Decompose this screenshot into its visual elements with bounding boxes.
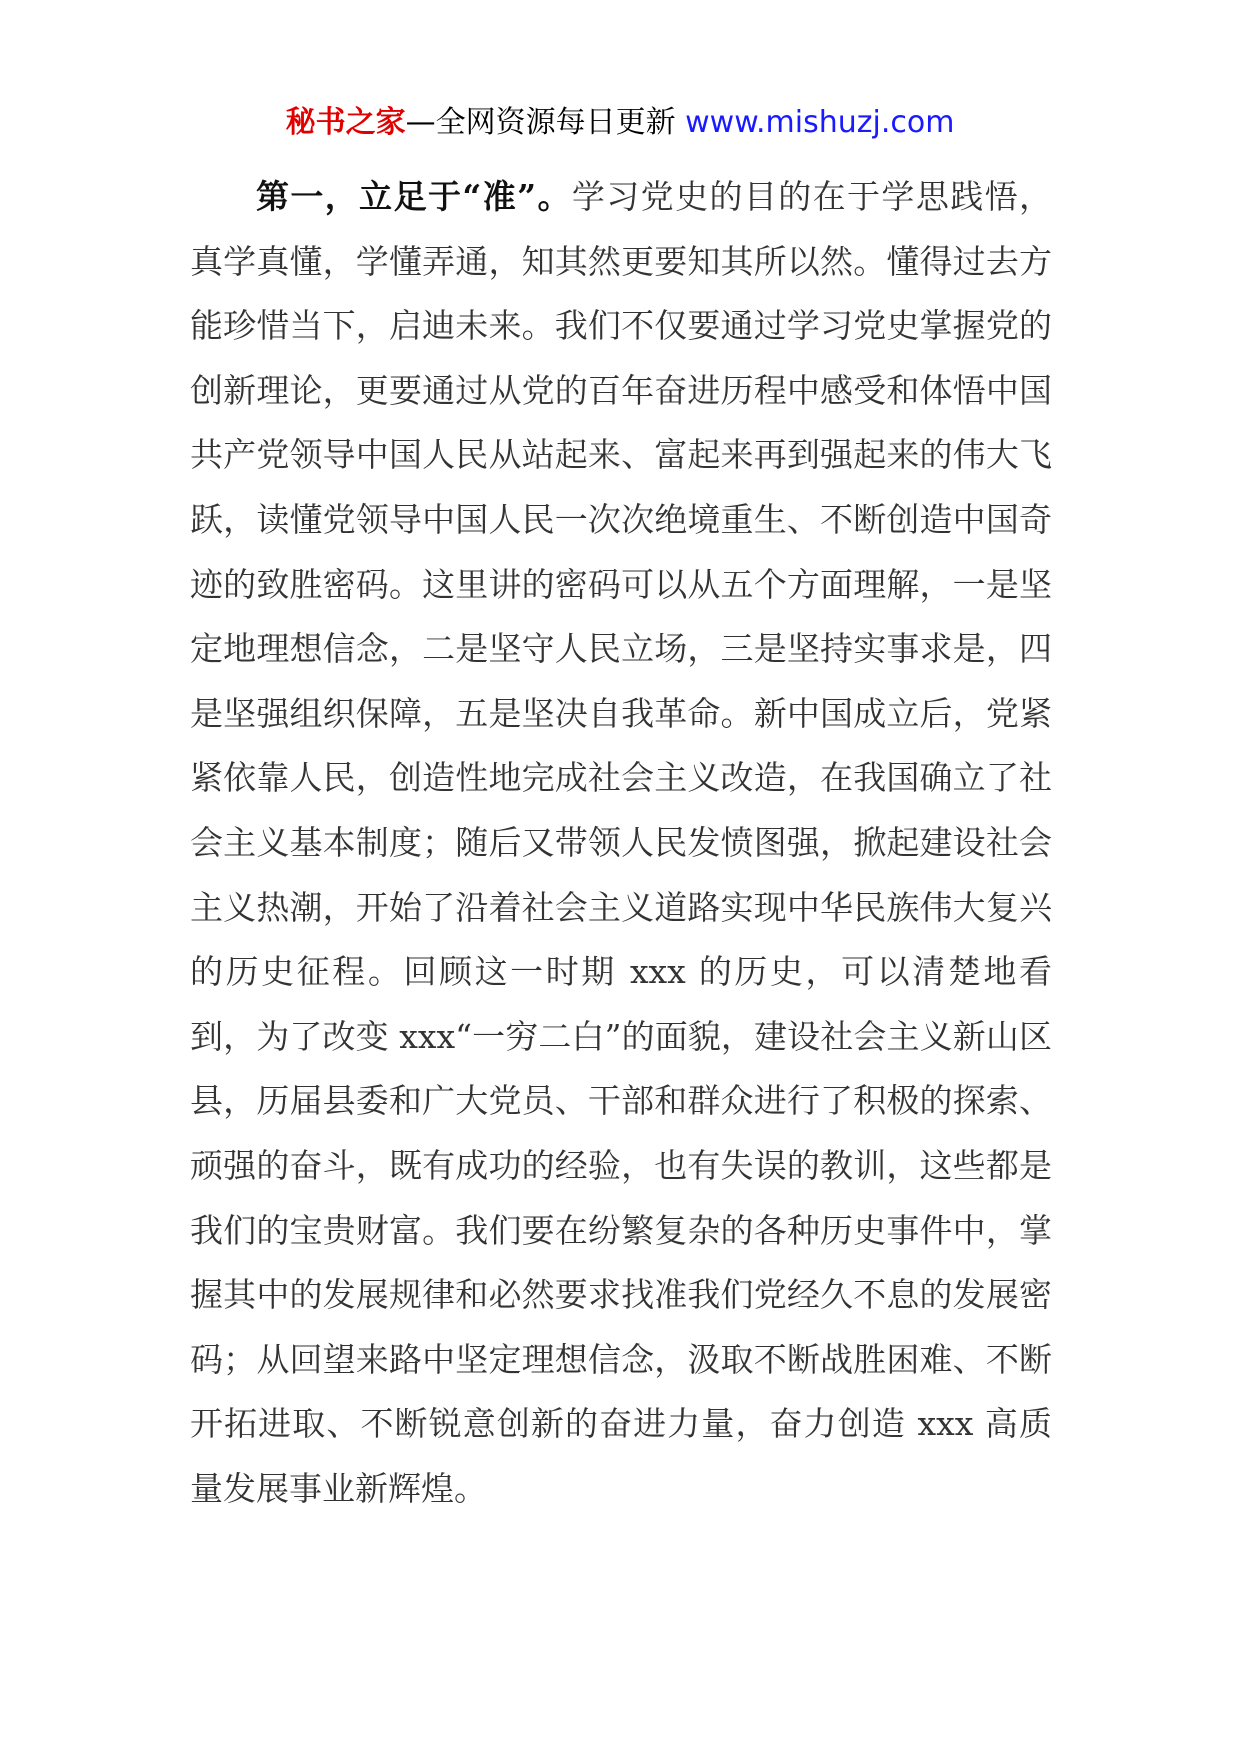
site-brand: 秘书之家 bbox=[285, 105, 406, 140]
body-paragraph bbox=[190, 165, 1052, 1521]
paragraph-text: 学习党史的目的在于学思践悟，真学真懂，学懂弄通，知其然更要知其所以然。懂得过去方能珍惜当下，启迪未来。我们不仅要通过学习党史掌握党的创新理论，更要通过从党的百年奋进历程中感受和体悟中国共产党领导中国人民从站起来、富起来再到强起来的伟大飞跃，读懂党领导中国人民一次次绝境重生、不断创造中国奇迹的致胜密码。这里讲的密码可以从五个方面理解，一是坚定地理想信念，二是坚守人民立场，三是坚持实事求是，四是坚强组织保障，五是坚决自我革命。新中国成立后，党紧紧依靠人民，创造性地完成社会主义改造，在我国确立了社会主义基本制度；随后又带领人民发愤图强，掀起建设社会主义热潮，开始了沿着社会主义道路实现中华民族伟大复兴的历史征程。回顾这一时期 xxx 的历史，可以清楚地看到，为了改变 xxx“一穷二白”的面貌，建设社会主义新山区县，历届县委和广大党员、干部和群众进行了积极的探索、顽强的奋斗，既有成功的经验，也有失误的教训，这些都是我们的宝贵财富。我们要在纷繁复杂的各种历史事件中，掌握其中的发展规律和必然要求找准我们党经久不息的发展密码；从回望来路中坚定理想信念，汲取不断战胜困难、不断开拓进取、不断锐意创新的奋进力量，奋力创造 xxx 高质量发展事业新辉煌。 bbox=[190, 177, 1052, 1508]
site-header bbox=[0, 100, 1240, 146]
site-tagline: —全网资源每日更新 bbox=[405, 105, 686, 140]
site-url-link[interactable]: www.mishuzj.com bbox=[685, 105, 955, 140]
paragraph-lead-heading: 第一，立足于“准”。 bbox=[256, 177, 572, 216]
